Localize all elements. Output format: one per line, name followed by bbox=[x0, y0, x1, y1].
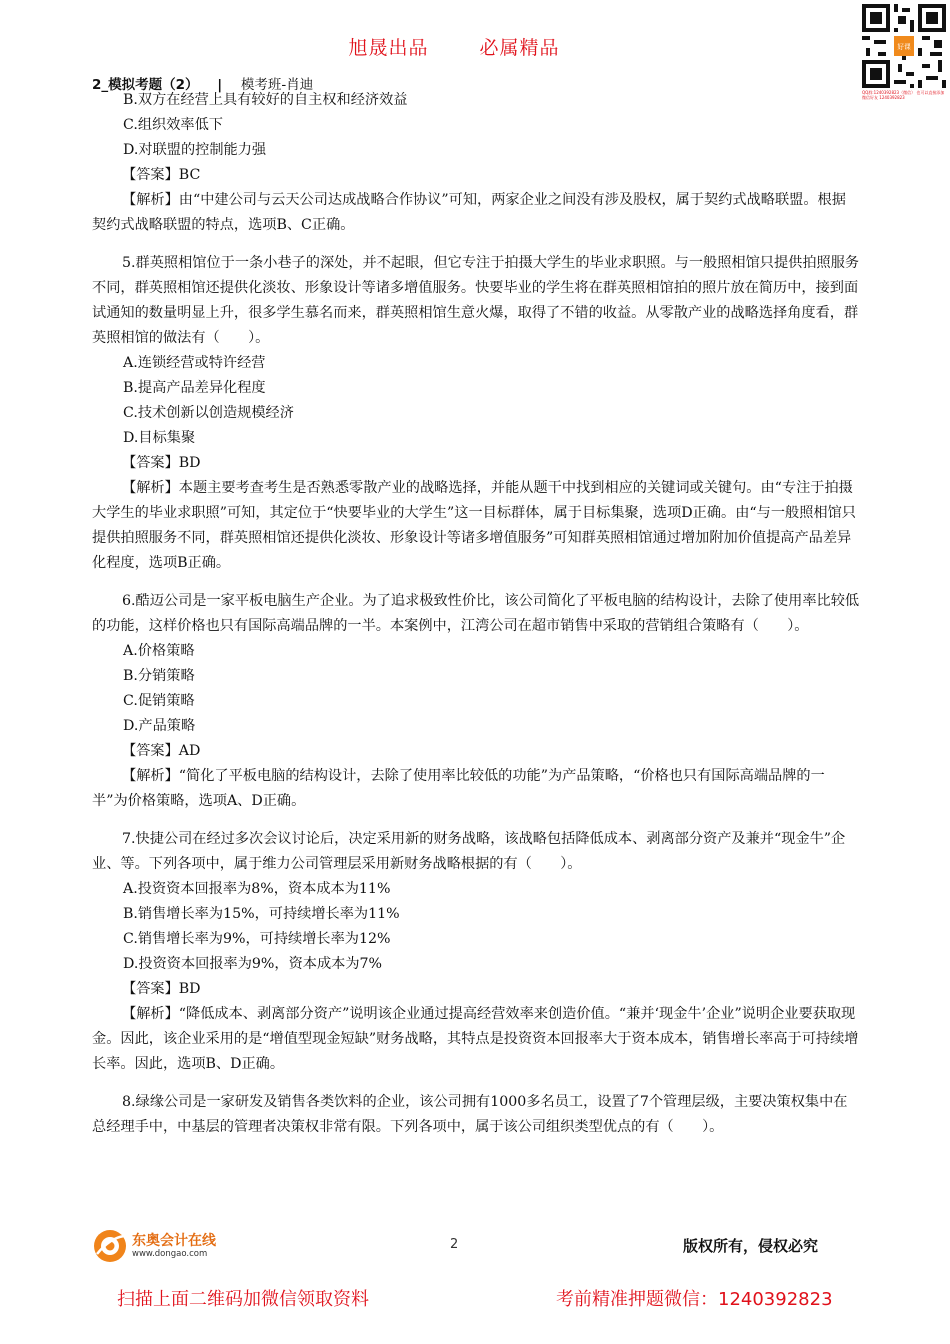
answer-option: D.对联盟的控制能力强 bbox=[123, 142, 267, 158]
answer-option: C.促销策略 bbox=[123, 693, 195, 709]
paragraph: 【解析】本题主要考查考生是否熟悉零散产业的战略选择，并能从题干中找到相应的关键词或关键句。由“专注于拍摄大学生的毕业求职照”可知，其定位于“快要毕业的大学生”这一目标群体，属于目标集聚，选项D正确。由“与一般照相馆只提供拍照服务不同，群英照相馆还提供化淡妆、形象设计等诸多增值服务”可知群英照相馆通过增加附加价值提高产品差异化程度，选项B正确。 bbox=[92, 480, 856, 571]
paragraph-gap bbox=[92, 576, 860, 589]
answer-option: A.投资资本回报率为8%，资本成本为11% bbox=[123, 881, 391, 897]
answer-key: 【答案】BD bbox=[122, 981, 201, 997]
paragraph-gap bbox=[92, 814, 860, 827]
answer-option: C.组织效率低下 bbox=[123, 117, 223, 133]
logo-url: www.dongao.com bbox=[132, 1249, 208, 1259]
banner bbox=[0, 33, 950, 60]
header-title: 2_模拟考题（2） bbox=[92, 77, 199, 93]
bottom-left-notice: 扫描上面二维码加微信领取资料 bbox=[117, 1289, 369, 1310]
footer-logo bbox=[92, 1228, 252, 1264]
paragraph: 8.绿缘公司是一家研发及销售各类饮料的企业，该公司拥有1000多名员工，设置了7个管理层级，主要决策权集中在总经理手中，中基层的管理者决策权非常有限。下列各项中，属于该公司组织类型优点的有（ ）。 bbox=[92, 1094, 848, 1135]
logo-name: 东奥会计在线 bbox=[132, 1233, 216, 1249]
dongao-logo-icon bbox=[92, 1228, 128, 1264]
answer-option: B.提高产品差异化程度 bbox=[123, 380, 266, 396]
page-number: 2 bbox=[450, 1237, 459, 1252]
document-body bbox=[92, 88, 860, 1140]
answer-option: B.销售增长率为15%，可持续增长率为11% bbox=[123, 906, 400, 922]
answer-key: 【答案】BC bbox=[122, 167, 201, 183]
paragraph: 【解析】“降低成本、剥离部分资产”说明该企业通过提高经营效率来创造价值。“兼并‘现金牛’企业”说明企业要获取现金。因此，该企业采用的是“增值型现金短缺”财务战略，其特点是投资资本回报率大于资本成本，销售增长率高于可持续增长率。因此，选项B、D正确。 bbox=[92, 1006, 859, 1072]
copyright-text: 版权所有，侵权必究 bbox=[683, 1237, 819, 1255]
answer-key: 【答案】AD bbox=[122, 743, 201, 759]
paragraph: 5.群英照相馆位于一条小巷子的深处，并不起眼，但它专注于拍摄大学生的毕业求职照。与一般照相馆只提供拍照服务不同，群英照相馆还提供化淡妆、形象设计等诸多增值服务。快要毕业的学生将在群英照相馆拍的照片放在简历中，接到面试通知的数量明显上升，很多学生慕名而来，群英照相馆生意火爆，取得了不错的收益。从零散产业的战略选择角度看，群英照相馆的做法有（ ）。 bbox=[92, 255, 860, 346]
answer-option: A.连锁经营或特许经营 bbox=[123, 355, 266, 371]
banner-left-text: 旭晟出品 bbox=[348, 37, 429, 59]
answer-key: 【答案】BD bbox=[122, 455, 201, 471]
banner-right-text: 必属精品 bbox=[479, 37, 560, 59]
qr-caption: QQ群:1240392823（微信） 也可以直接添加微信好友 1240392823 bbox=[862, 90, 945, 100]
qr-code-image bbox=[862, 4, 946, 88]
paragraph-gap bbox=[92, 1077, 860, 1090]
answer-option: D.目标集聚 bbox=[123, 430, 196, 446]
answer-option: D.投资资本回报率为9%，资本成本为7% bbox=[123, 956, 383, 972]
paragraph: 7.快捷公司在经过多次会议讨论后，决定采用新的财务战略，该战略包括降低成本、剥离部分资产及兼并“现金牛”企业、等。下列各项中，属于维力公司管理层采用新财务战略根据的有（ ）。 bbox=[92, 831, 846, 872]
answer-option: B.分销策略 bbox=[123, 668, 195, 684]
bottom-right-notice: 考前精准押题微信：1240392823 bbox=[556, 1289, 833, 1310]
paragraph: 【解析】“简化了平板电脑的结构设计，去除了使用率比较低的功能”为产品策略，“价格也只有国际高端品牌的一半”为价格策略，选项A、D正确。 bbox=[92, 768, 825, 809]
paragraph-gap bbox=[92, 238, 860, 251]
qr-badge-text: 好课 bbox=[897, 42, 911, 51]
paragraph: 6.酷迈公司是一家平板电脑生产企业。为了追求极致性价比，该公司简化了平板电脑的结构设计，去除了使用率比较低的功能，这样价格也只有国际高端品牌的一半。本案例中，江湾公司在超市销售中采取的营销组合策略有（ ）。 bbox=[92, 593, 860, 634]
answer-option: C.技术创新以创造规模经济 bbox=[123, 405, 294, 421]
answer-option: D.产品策略 bbox=[123, 718, 196, 734]
paragraph: 【解析】由“中建公司与云天公司达成战略合作协议”可知，两家企业之间没有涉及股权，属于契约式战略联盟。根据契约式战略联盟的特点，选项B、C正确。 bbox=[92, 192, 846, 233]
answer-option: C.销售增长率为9%，可持续增长率为12% bbox=[123, 931, 391, 947]
header-separator: | bbox=[217, 77, 223, 93]
answer-option: A.价格策略 bbox=[123, 643, 195, 659]
header-course: 模考班-肖迪 bbox=[240, 77, 314, 93]
answer-option: B.双方在经营上具有较好的自主权和经济效益 bbox=[123, 92, 408, 108]
